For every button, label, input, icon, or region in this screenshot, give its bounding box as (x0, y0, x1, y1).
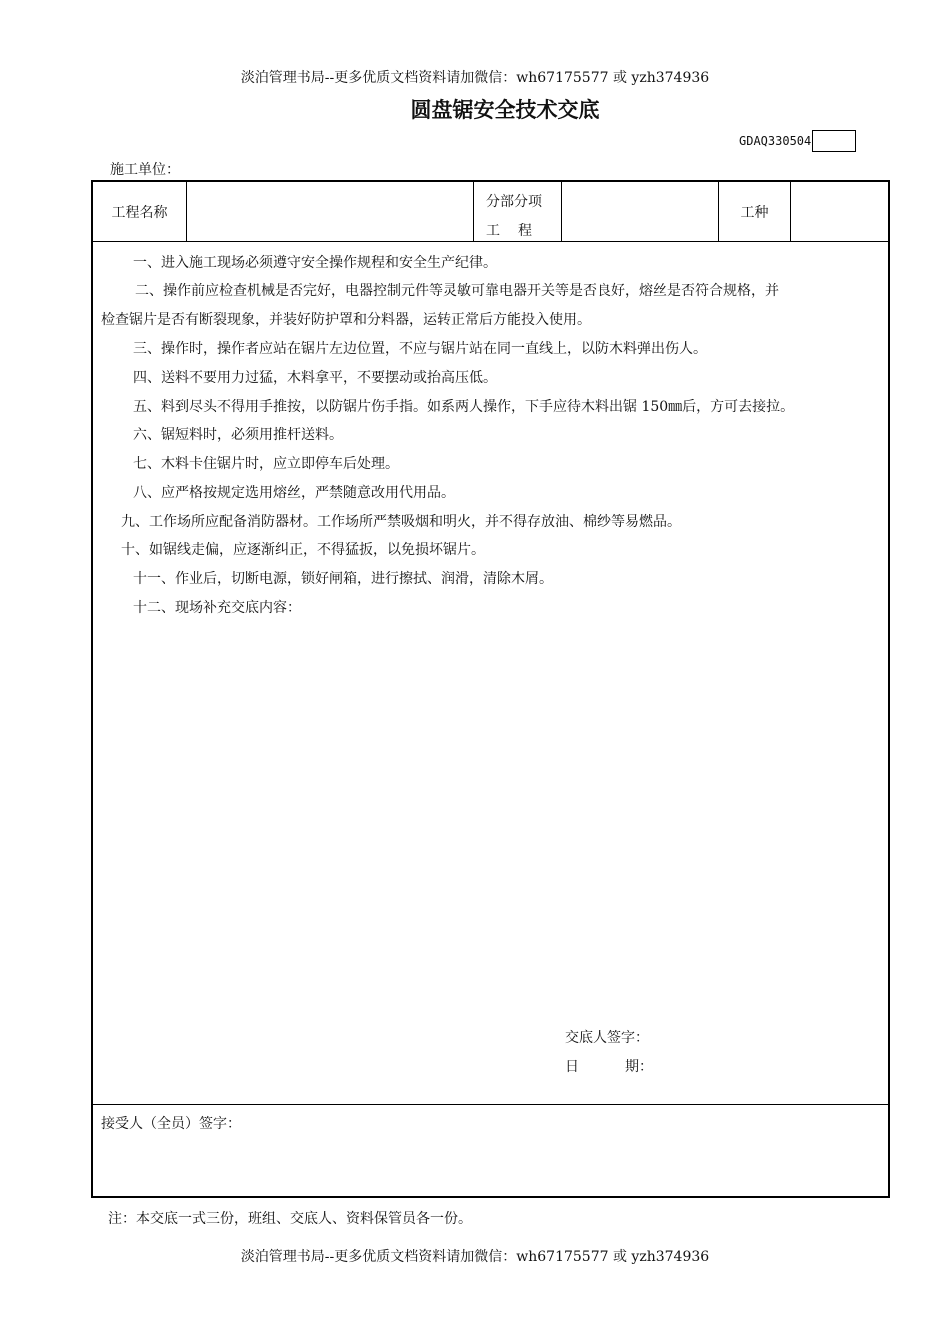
disclosure-content (93, 242, 888, 1105)
document-code (739, 130, 856, 152)
item-7: 七、木料卡住锯片时，应立即停车后处理。 (133, 456, 399, 472)
date-label-char-a: 日 (565, 1059, 579, 1075)
sub-project-field[interactable] (562, 182, 719, 241)
disclosure-form (91, 180, 890, 1198)
discloser-signature-label: 交底人签字： (565, 1030, 649, 1046)
sub-project-label-line2 (486, 220, 532, 240)
project-name-label-text: 工程名称 (111, 204, 168, 221)
item-11: 十一、作业后，切断电源，锁好闸箱，进行擦拭、润滑，清除木屑。 (133, 571, 553, 587)
sub-project-label-char-a: 工 (486, 223, 500, 239)
document-code-text: GDAQ330504 (739, 134, 812, 148)
form-header-row (93, 182, 888, 242)
receiver-signature-area[interactable] (93, 1105, 888, 1196)
footnote: 注：本交底一式三份，班组、交底人、资料保管员各一份。 (108, 1211, 472, 1227)
footer-watermark-text: 淡泊管理书局--更多优质文档资料请加微信：wh67175577 或 yzh374936 (240, 1249, 710, 1265)
project-name-label (93, 182, 187, 241)
item-1: 一、进入施工现场必须遵守安全操作规程和安全生产纪律。 (133, 255, 497, 271)
project-name-field[interactable] (187, 182, 474, 241)
item-6: 六、锯短料时，必须用推杆送料。 (133, 427, 343, 443)
item-8: 八、应严格按规定选用熔丝，严禁随意改用代用品。 (133, 485, 455, 501)
item-5: 五、料到尽头不得用手推按，以防锯片伤手指。如系两人操作，下手应待木料出锯 150㎜后，方可去接拉。 (133, 399, 795, 415)
item-4: 四、送料不要用力过猛，木料拿平，不要摆动或抬高压低。 (133, 370, 497, 386)
item-2-line2: 检查锯片是否有断裂现象，并装好防护罩和分料器，运转正常后方能投入使用。 (101, 312, 591, 328)
receiver-signature-label: 接受人（全员）签字： (101, 1116, 241, 1132)
item-2-line1: 二、操作前应检查机械是否完好，电器控制元件等灵敏可靠电器开关等是否良好，熔丝是否符合规格，并 (135, 283, 779, 299)
date-label-char-b: 期： (625, 1059, 653, 1075)
document-title: 圆盘锯安全技术交底 (410, 98, 600, 122)
item-12: 十二、现场补充交底内容： (133, 600, 301, 616)
item-3: 三、操作时，操作者应站在锯片左边位置，不应与锯片站在同一直线上，以防木料弹出伤人。 (133, 341, 707, 357)
sub-project-label-line1: 分部分项 (486, 194, 542, 210)
sub-project-label-char-b: 程 (518, 223, 532, 239)
sub-project-label (474, 182, 562, 241)
item-10: 十、如锯线走偏，应逐渐纠正，不得猛扳，以免损坏锯片。 (121, 542, 485, 558)
trade-field[interactable] (791, 182, 888, 241)
construction-unit-label: 施工单位： (110, 162, 180, 178)
trade-label (719, 182, 791, 241)
item-9: 九、工作场所应配备消防器材。工作场所严禁吸烟和明火，并不得存放油、棉纱等易燃品。 (121, 514, 681, 530)
header-watermark-text: 淡泊管理书局--更多优质文档资料请加微信：wh67175577 或 yzh374936 (240, 70, 710, 86)
date-label (565, 1056, 653, 1076)
trade-label-text: 工种 (740, 204, 769, 221)
document-code-box[interactable] (812, 130, 856, 152)
